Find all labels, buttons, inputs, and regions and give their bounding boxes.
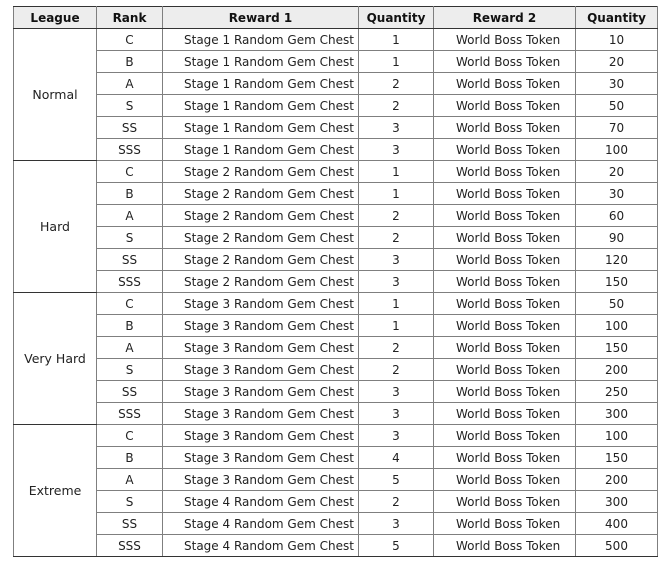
table-row [14,183,658,205]
quantity-1-cell: 3 [359,425,434,447]
rank-cell: A [97,73,163,95]
rank-cell: S [97,491,163,513]
quantity-1-cell: 3 [359,117,434,139]
table-row [14,249,658,271]
reward-2-cell: World Boss Token [434,183,576,205]
reward-1-cell: Stage 3 Random Gem Chest [163,403,359,425]
reward-2-cell: World Boss Token [434,161,576,183]
quantity-1-cell: 1 [359,161,434,183]
quantity-1-cell: 4 [359,447,434,469]
reward-1-cell: Stage 3 Random Gem Chest [163,381,359,403]
league-name-cell: Hard [14,161,97,293]
quantity-2-cell: 70 [576,117,658,139]
header-reward-1: Reward 1 [163,7,359,29]
table-row [14,227,658,249]
quantity-1-cell: 1 [359,293,434,315]
reward-2-cell: World Boss Token [434,227,576,249]
reward-1-cell: Stage 1 Random Gem Chest [163,73,359,95]
reward-1-cell: Stage 3 Random Gem Chest [163,425,359,447]
reward-2-cell: World Boss Token [434,425,576,447]
table-row [14,205,658,227]
rank-cell: C [97,293,163,315]
quantity-2-cell: 500 [576,535,658,557]
rank-cell: SSS [97,535,163,557]
quantity-2-cell: 100 [576,139,658,161]
reward-1-cell: Stage 1 Random Gem Chest [163,117,359,139]
reward-2-cell: World Boss Token [434,139,576,161]
table-row [14,95,658,117]
header-quantity-2: Quantity [576,7,658,29]
quantity-1-cell: 3 [359,513,434,535]
table-row [14,491,658,513]
quantity-1-cell: 5 [359,469,434,491]
rank-cell: B [97,315,163,337]
reward-2-cell: World Boss Token [434,293,576,315]
rank-cell: SS [97,117,163,139]
table-header [14,7,658,29]
quantity-1-cell: 2 [359,205,434,227]
rank-cell: SSS [97,403,163,425]
rank-cell: A [97,337,163,359]
quantity-2-cell: 30 [576,73,658,95]
quantity-1-cell: 2 [359,359,434,381]
reward-2-cell: World Boss Token [434,51,576,73]
quantity-1-cell: 1 [359,29,434,51]
quantity-2-cell: 50 [576,293,658,315]
reward-2-cell: World Boss Token [434,29,576,51]
quantity-1-cell: 3 [359,271,434,293]
quantity-2-cell: 60 [576,205,658,227]
table-body [14,29,658,557]
table-row [14,117,658,139]
quantity-1-cell: 3 [359,249,434,271]
reward-1-cell: Stage 4 Random Gem Chest [163,491,359,513]
rank-cell: SSS [97,271,163,293]
reward-2-cell: World Boss Token [434,271,576,293]
quantity-2-cell: 300 [576,491,658,513]
quantity-2-cell: 10 [576,29,658,51]
reward-2-cell: World Boss Token [434,535,576,557]
table-row [14,403,658,425]
quantity-1-cell: 3 [359,139,434,161]
header-rank: Rank [97,7,163,29]
reward-2-cell: World Boss Token [434,337,576,359]
table-row [14,29,658,51]
table-row [14,315,658,337]
reward-2-cell: World Boss Token [434,117,576,139]
reward-2-cell: World Boss Token [434,249,576,271]
rank-cell: SS [97,513,163,535]
reward-1-cell: Stage 3 Random Gem Chest [163,293,359,315]
reward-1-cell: Stage 3 Random Gem Chest [163,315,359,337]
table-row [14,271,658,293]
header-quantity-1: Quantity [359,7,434,29]
quantity-1-cell: 3 [359,381,434,403]
league-name-cell: Extreme [14,425,97,557]
reward-1-cell: Stage 3 Random Gem Chest [163,337,359,359]
quantity-1-cell: 2 [359,227,434,249]
reward-1-cell: Stage 2 Random Gem Chest [163,161,359,183]
league-rewards-table [13,6,658,557]
quantity-2-cell: 120 [576,249,658,271]
rank-cell: B [97,447,163,469]
rank-cell: C [97,161,163,183]
reward-1-cell: Stage 3 Random Gem Chest [163,359,359,381]
table-row [14,359,658,381]
reward-2-cell: World Boss Token [434,73,576,95]
header-reward-2: Reward 2 [434,7,576,29]
table-row [14,425,658,447]
table-row [14,447,658,469]
reward-1-cell: Stage 3 Random Gem Chest [163,447,359,469]
reward-2-cell: World Boss Token [434,95,576,117]
quantity-2-cell: 100 [576,315,658,337]
table-row [14,293,658,315]
table-row [14,513,658,535]
rank-cell: C [97,425,163,447]
quantity-1-cell: 2 [359,337,434,359]
reward-2-cell: World Boss Token [434,205,576,227]
table-row [14,381,658,403]
table-row [14,139,658,161]
reward-1-cell: Stage 2 Random Gem Chest [163,271,359,293]
table-row [14,469,658,491]
quantity-2-cell: 200 [576,469,658,491]
rank-cell: S [97,95,163,117]
reward-1-cell: Stage 4 Random Gem Chest [163,535,359,557]
reward-1-cell: Stage 4 Random Gem Chest [163,513,359,535]
reward-2-cell: World Boss Token [434,447,576,469]
quantity-1-cell: 2 [359,491,434,513]
reward-1-cell: Stage 2 Random Gem Chest [163,249,359,271]
quantity-2-cell: 30 [576,183,658,205]
reward-2-cell: World Boss Token [434,381,576,403]
header-league: League [14,7,97,29]
reward-2-cell: World Boss Token [434,359,576,381]
table-row [14,337,658,359]
quantity-2-cell: 50 [576,95,658,117]
quantity-1-cell: 3 [359,403,434,425]
rank-cell: A [97,469,163,491]
quantity-2-cell: 150 [576,271,658,293]
league-name-cell: Very Hard [14,293,97,425]
league-name-cell: Normal [14,29,97,161]
rank-cell: SSS [97,139,163,161]
reward-1-cell: Stage 2 Random Gem Chest [163,183,359,205]
reward-1-cell: Stage 2 Random Gem Chest [163,205,359,227]
quantity-2-cell: 20 [576,51,658,73]
quantity-1-cell: 2 [359,73,434,95]
reward-2-cell: World Boss Token [434,315,576,337]
table-row [14,161,658,183]
reward-2-cell: World Boss Token [434,403,576,425]
table-row [14,73,658,95]
table-row [14,51,658,73]
reward-1-cell: Stage 1 Random Gem Chest [163,95,359,117]
quantity-1-cell: 1 [359,315,434,337]
quantity-2-cell: 150 [576,337,658,359]
rank-cell: SS [97,381,163,403]
reward-1-cell: Stage 1 Random Gem Chest [163,139,359,161]
rank-cell: B [97,183,163,205]
table-row [14,535,658,557]
quantity-1-cell: 1 [359,51,434,73]
reward-1-cell: Stage 2 Random Gem Chest [163,227,359,249]
header-row [14,7,658,29]
quantity-2-cell: 250 [576,381,658,403]
rank-cell: C [97,29,163,51]
quantity-2-cell: 20 [576,161,658,183]
quantity-2-cell: 200 [576,359,658,381]
quantity-1-cell: 2 [359,95,434,117]
reward-2-cell: World Boss Token [434,491,576,513]
rank-cell: SS [97,249,163,271]
quantity-2-cell: 90 [576,227,658,249]
quantity-2-cell: 100 [576,425,658,447]
reward-1-cell: Stage 1 Random Gem Chest [163,29,359,51]
quantity-2-cell: 300 [576,403,658,425]
rank-cell: S [97,227,163,249]
rank-cell: B [97,51,163,73]
reward-2-cell: World Boss Token [434,513,576,535]
quantity-1-cell: 1 [359,183,434,205]
rank-cell: S [97,359,163,381]
quantity-1-cell: 5 [359,535,434,557]
reward-2-cell: World Boss Token [434,469,576,491]
reward-1-cell: Stage 1 Random Gem Chest [163,51,359,73]
rank-cell: A [97,205,163,227]
quantity-2-cell: 400 [576,513,658,535]
quantity-2-cell: 150 [576,447,658,469]
reward-1-cell: Stage 3 Random Gem Chest [163,469,359,491]
